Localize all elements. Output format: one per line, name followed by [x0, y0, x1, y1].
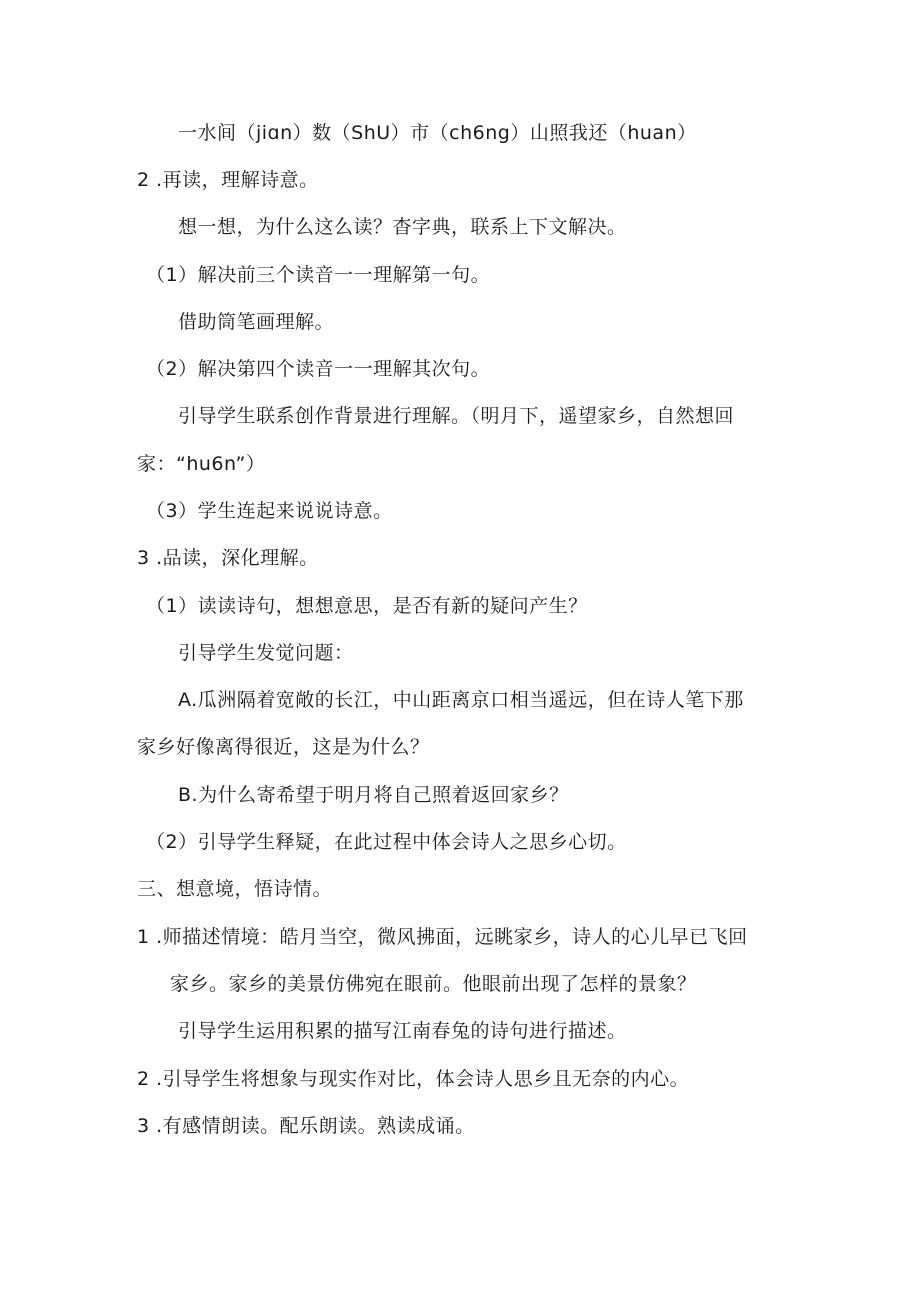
sub-item-3: （3）学生连起来说说诗意。	[146, 500, 393, 522]
question-b: B.为什么寄希望于明月将自己照着返回家乡？	[178, 784, 569, 806]
pinyin-line: 一水间（jiɑn）数（ShU）市（ch6ng）山照我还（huan）	[178, 122, 697, 144]
sub-item-1: （1）解决前三个读音一一理解第一句。	[146, 264, 491, 286]
guide-instruction: 引导学生发觉问题：	[178, 642, 354, 664]
sketch-instruction: 借助筒笔画理解。	[178, 311, 335, 333]
question-a: A.瓜洲隔着宽敞的长江，中山距离京口相当遥远，但在诗人笔下那	[178, 689, 744, 711]
question-a-cont: 家乡好像离得很近，这是为什么？	[137, 736, 430, 758]
step-3-3: 3 .有感情朗读。配乐朗读。熟读成诵。	[137, 1115, 475, 1137]
sub-item-3-2: （2）引导学生释疑，在此过程中体会诗人之思乡心切。	[146, 831, 627, 853]
describe-instruction: 引导学生运用积累的描写江南春兔的诗句进行描述。	[178, 1020, 627, 1042]
step-3-1: 1 .师描述情境：皓月当空，微风拂面，远眺家乡，诗人的心儿早已飞回	[137, 926, 748, 948]
background-instruction-cont: 家：“hu6n”）	[137, 453, 266, 475]
step-3-heading: 3 .品读，深化理解。	[137, 547, 319, 569]
sub-item-3-1: （1）读读诗句，想想意思，是否有新的疑问产生？	[146, 595, 588, 617]
step-2-heading: 2 .再读，理解诗意。	[137, 169, 319, 191]
section-3-heading: 三、想意境，悟诗情。	[137, 878, 333, 900]
step-3-2: 2 .引导学生将想象与现实作对比，体会诗人思乡且无奈的内心。	[137, 1068, 690, 1090]
sub-item-2: （2）解决第四个读音一一理解其次句。	[146, 358, 491, 380]
think-instruction: 想一想，为什么这么读？杳字典，联系上下文解决。	[178, 216, 627, 238]
step-3-1-cont: 家乡。家乡的美景仿佛宛在眼前。他眼前出现了怎样的景象？	[170, 973, 697, 995]
background-instruction: 引导学生联系创作背景进行理解。（明月下，遥望家乡，自然想回	[178, 405, 735, 427]
